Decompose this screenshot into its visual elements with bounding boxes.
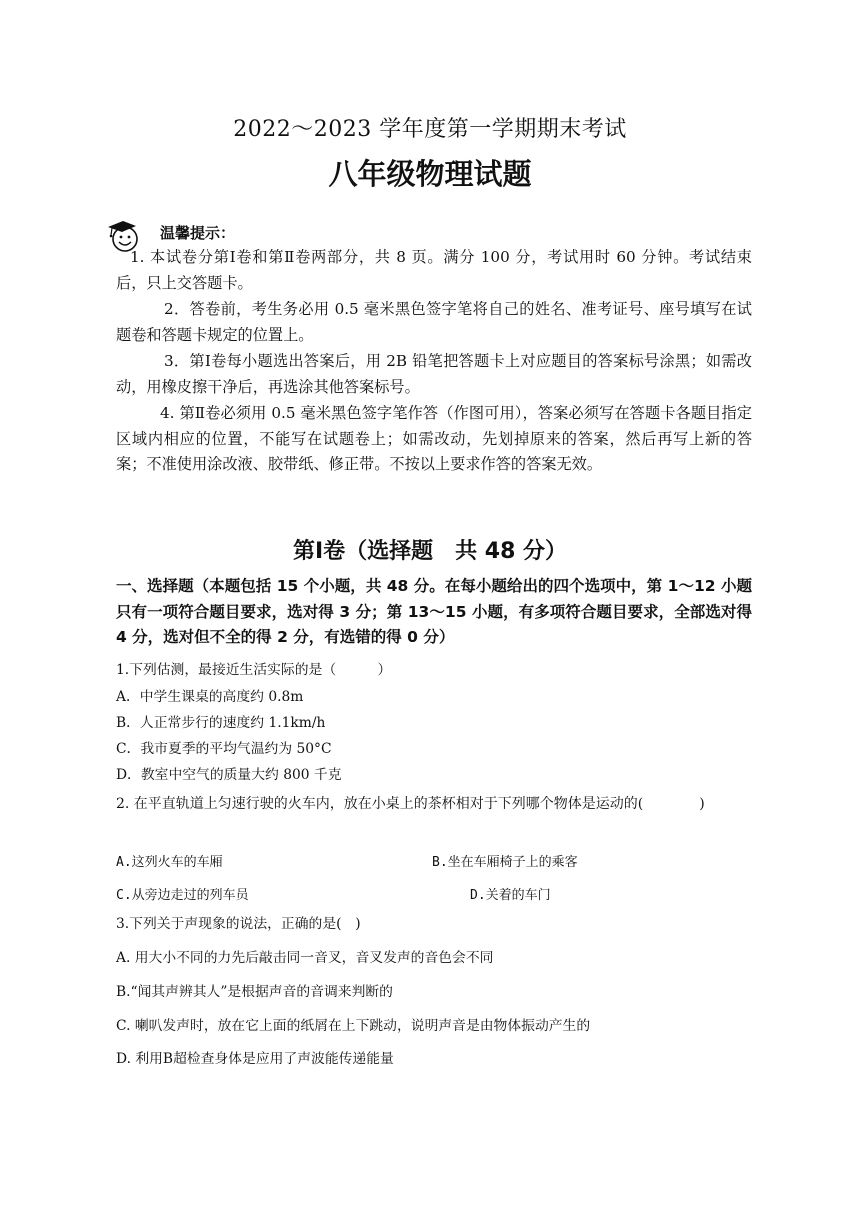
question-2-option-d: D.关着的车门 (470, 888, 551, 903)
question-1-option-a: A．中学生课桌的高度约 0.8m (116, 689, 304, 705)
question-3-option-c: C. 喇叭发声时，放在它上面的纸屑在上下跳动，说明声音是由物体振动产生的 (116, 1018, 591, 1034)
question-1-option-c: C．我市夏季的平均气温约为 50°C (116, 741, 332, 757)
question-3-option-a: A. 用大小不同的力先后敲击同一音叉，音叉发声的音色会不同 (116, 950, 494, 966)
question-1-option-b: B．人正常步行的速度约 1.1km/h (116, 715, 326, 731)
question-2-option-a: A.这列火车的车厢 (116, 855, 223, 870)
tip-item-2: 2．答卷前，考生务必用 0.5 毫米黑色签字笔将自己的姓名、准考证号、座号填写在试题卷和答题卡规定的位置上。 (116, 300, 752, 344)
tip-item-3: 3．第Ⅰ卷每小题选出答案后，用 2B 铅笔把答题卡上对应题目的答案标号涂黑；如需改动，用橡皮擦干净后，再选涂其他答案标号。 (116, 352, 752, 396)
question-3-option-b: B.“闻其声辨其人”是根据声音的音调来判断的 (116, 984, 393, 1000)
tip-item-1: 1. 本试卷分第Ⅰ卷和第Ⅱ卷两部分，共 8 页。满分 100 分，考试用时 60 分钟。考试结束后，只上交答题卡。 (116, 248, 752, 292)
tip-item-4: 4. 第Ⅱ卷必须用 0.5 毫米黑色签字笔作答（作图可用），答案必须写在答题卡各题目指定区域内相应的位置，不能写在试题卷上；如需改动，先划掉原来的答案，然后再写上新的答案；不准使用涂改液、胶带纸、修正带。不按以上要求作答的答案无效。 (116, 404, 752, 474)
exam-subject-title: 八年级物理试题 (328, 157, 532, 191)
question-2-stem: 2. 在平直轨道上匀速行驶的火车内，放在小桌上的茶杯相对于下列哪个物体是运动的( ) (116, 796, 705, 812)
tips-heading: 温馨提示： (160, 224, 236, 242)
exam-term-title: 2022～2023 学年度第一学期期末考试 (233, 117, 627, 142)
question-2-option-c: C.从旁边走过的列车员 (116, 888, 249, 903)
question-3-stem: 3.下列关于声现象的说法，正确的是( ) (116, 916, 361, 932)
section-instruction: 一、选择题（本题包括 15 个小题，共 48 分。在每小题给出的四个选项中，第 1～12 小题只有一项符合题目要求，选对得 3 分；第 13～15 小题，有多项符合题目要求，全部选对得 4 分，选对但不全的得 2 分，有选错的得 0 分） (116, 577, 752, 647)
question-3-option-d: D. 利用B超检查身体是应用了声波能传递能量 (116, 1051, 394, 1067)
section-title: 第Ⅰ卷（选择题 共 48 分） (292, 539, 568, 564)
question-2-option-b: B.坐在车厢椅子上的乘客 (432, 855, 578, 870)
question-1-stem: 1.下列估测，最接近生活实际的是（ ） (116, 662, 392, 678)
question-1-option-d: D．教室中空气的质量大约 800 千克 (116, 767, 342, 783)
